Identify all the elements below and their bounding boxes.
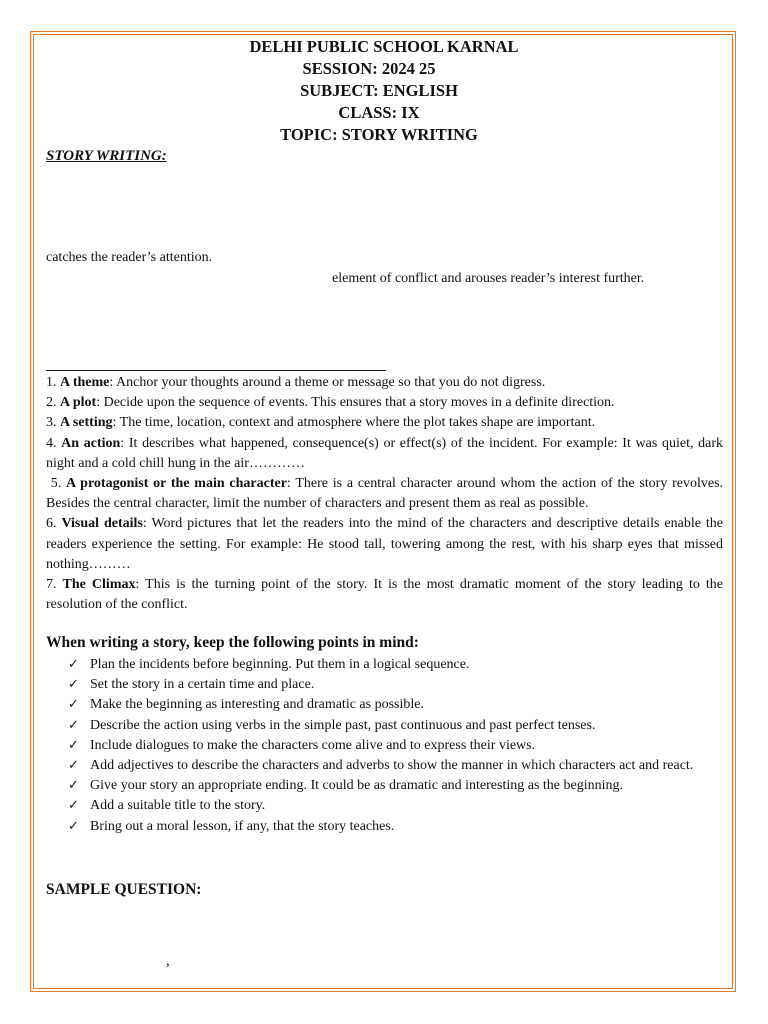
checkmark-icon: ✓ [68, 657, 79, 672]
list-item: ✓ Describe the action using verbs in the simple past, past continuous and past perfect tenses. [68, 716, 723, 736]
checkmark-icon: ✓ [68, 697, 79, 713]
document-header [0, 36, 768, 146]
element-item: 7. The Climax: This is the turning point of the story. It is the most dramatic moment of the story leading to the resolution of the conflict. [46, 577, 723, 613]
element-item: 6. Visual details: Word pictures that let the readers into the mind of the characters and descriptive details enable the readers experience the setting. For example: He stood tall, towering among the rest, with his sharp eyes that missed nothing……… [46, 516, 723, 572]
subject-line: SUBJECT: ENGLISH [300, 81, 458, 100]
checkmark-icon: ✓ [68, 818, 79, 834]
text-fragment-2: element of conflict and arouses reader’s interest further. [332, 271, 645, 286]
checkmark-icon: ✓ [68, 717, 79, 733]
list-item: ✓ Give your story an appropriate ending. It could be as dramatic and interesting as the beginning. [68, 776, 723, 796]
list-item: ✓ Add adjectives to describe the characters and adverbs to show the manner in which characters act and react. [68, 756, 723, 776]
tips-checklist [68, 655, 723, 837]
divider-line [46, 370, 386, 371]
stray-comma: , [166, 953, 170, 969]
list-item: ✓ Make the beginning as interesting and dramatic as possible. [68, 695, 723, 715]
element-item: 5. A protagonist or the main character: There is a central character around whom the action of the story revolves. Besides the central character, limit the number of characters and present them as real as possible. [46, 476, 724, 512]
checkmark-icon: ✓ [68, 737, 79, 753]
story-elements-list [46, 373, 723, 615]
text-fragment-1: catches the reader’s attention. [46, 250, 213, 265]
topic-line: TOPIC: STORY WRITING [280, 125, 478, 144]
points-heading: When writing a story, keep the following points in mind: [46, 634, 419, 651]
element-item: 3. A setting: The time, location, context and atmosphere where the plot takes shape are important. [46, 415, 596, 431]
checkmark-icon: ✓ [68, 677, 79, 693]
element-item: 4. An action: It describes what happened, consequence(s) or effect(s) of the incident. For example: It was quiet, dark night and a cold chill hung in the air………… [46, 435, 724, 471]
checkmark-icon: ✓ [68, 778, 79, 794]
checkmark-icon: ✓ [68, 758, 79, 774]
list-item: ✓ Include dialogues to make the characters come alive and to express their views. [68, 736, 723, 756]
checkmark-icon: ✓ [68, 798, 79, 814]
element-item: 1. A theme: Anchor your thoughts around a theme or message so that you do not digress. [46, 375, 546, 390]
list-item: ✓ Bring out a moral lesson, if any, that the story teaches. [68, 817, 723, 837]
class-line: CLASS: IX [338, 103, 420, 122]
list-item: ✓ Plan the incidents before beginning. Put them in a logical sequence. [68, 655, 723, 675]
school-name: DELHI PUBLIC SCHOOL KARNAL [249, 37, 519, 56]
list-item: ✓ Add a suitable title to the story. [68, 796, 723, 816]
element-item: 2. A plot: Decide upon the sequence of events. This ensures that a story moves in a definite direction. [46, 395, 615, 411]
list-item: ✓ Set the story in a certain time and place. [68, 675, 723, 695]
sample-question-heading: SAMPLE QUESTION: [46, 881, 202, 898]
session-line: SESSION: 2024 25 [302, 59, 436, 78]
section-heading: STORY WRITING: [46, 148, 167, 164]
